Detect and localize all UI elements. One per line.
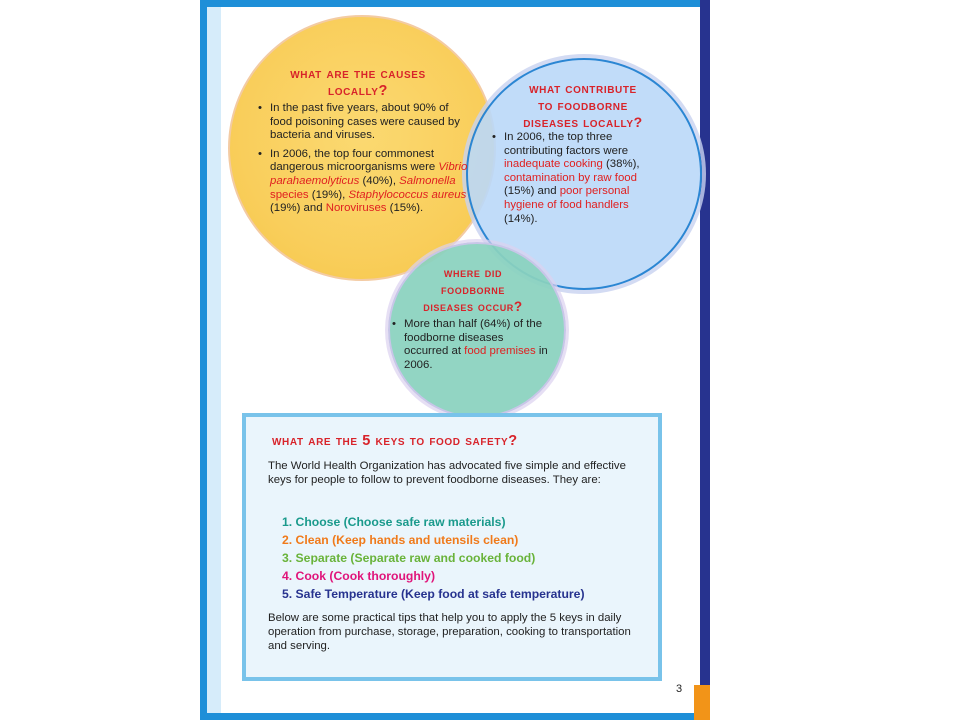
five-keys-box — [242, 413, 662, 681]
key-safe-temperature: 5. Safe Temperature (Keep food at safe temperature) — [282, 587, 585, 601]
contribute-heading-line1: what contribute — [529, 80, 637, 96]
occur-bullet-1: • More than half (64%) of the foodborne diseases occurred at food premises in 2006. — [392, 318, 548, 372]
occur-heading-line2: foodborne — [441, 282, 505, 297]
page-corner-accent — [694, 685, 710, 720]
causes-heading — [258, 66, 458, 100]
occur-heading-line1: where did — [443, 265, 503, 280]
page-number: 3 — [676, 683, 683, 695]
key-cook: 4. Cook (Cook thoroughly) — [282, 569, 436, 583]
key-clean: 2. Clean (Keep hands and utensils clean) — [282, 533, 519, 547]
contribute-bullet-1: • In 2006, the top three contributing factors were inadequate cooking (38%), contamination by raw food (15%) and poor personal hygiene of food handlers (14%). — [492, 131, 652, 226]
key-separate: 3. Separate (Separate raw and cooked food) — [282, 551, 536, 565]
five-keys-intro: The World Health Organization has advocated five simple and effective keys for people to follow to prevent foodborne diseases. They are: — [268, 460, 626, 486]
five-keys-outro: Below are some practical tips that help you to apply the 5 keys in daily operation from purchase, storage, preparation, cooking to transportation and serving. — [268, 612, 631, 652]
key-choose: 1. Choose (Choose safe raw materials) — [282, 515, 506, 529]
causes-heading-line1: what are the causes — [290, 66, 426, 82]
contribute-heading-line3: diseases locally? — [523, 114, 643, 130]
contribute-bullets — [492, 131, 652, 226]
causes-bullets — [258, 102, 468, 216]
page-border-left — [200, 0, 207, 720]
causes-heading-line2: locally? — [328, 83, 388, 99]
five-keys-title: what are the 5 keys to food safety? — [272, 433, 518, 449]
page-border-top — [200, 0, 710, 7]
contribute-heading — [497, 80, 669, 131]
five-keys-list — [282, 513, 585, 603]
contribute-heading-line2: to foodborne — [538, 97, 628, 113]
causes-bullet-2: • In 2006, the top four commonest dangerous microorganisms were Vibrio parahaemolyticus (40%), Salmonella species (19%), Staphylococcus aureus (19%) and Noroviruses (15%). — [258, 148, 468, 216]
page-border-left-inner — [207, 7, 221, 713]
page-border-bottom — [200, 713, 710, 720]
causes-bullet-1: • In the past five years, about 90% of food poisoning cases were caused by bacteria and viruses. — [258, 102, 468, 143]
occur-heading-line3: diseases occur? — [423, 299, 523, 314]
page-border-right — [700, 0, 710, 685]
occur-bullets — [392, 318, 548, 372]
occur-heading — [398, 264, 548, 315]
